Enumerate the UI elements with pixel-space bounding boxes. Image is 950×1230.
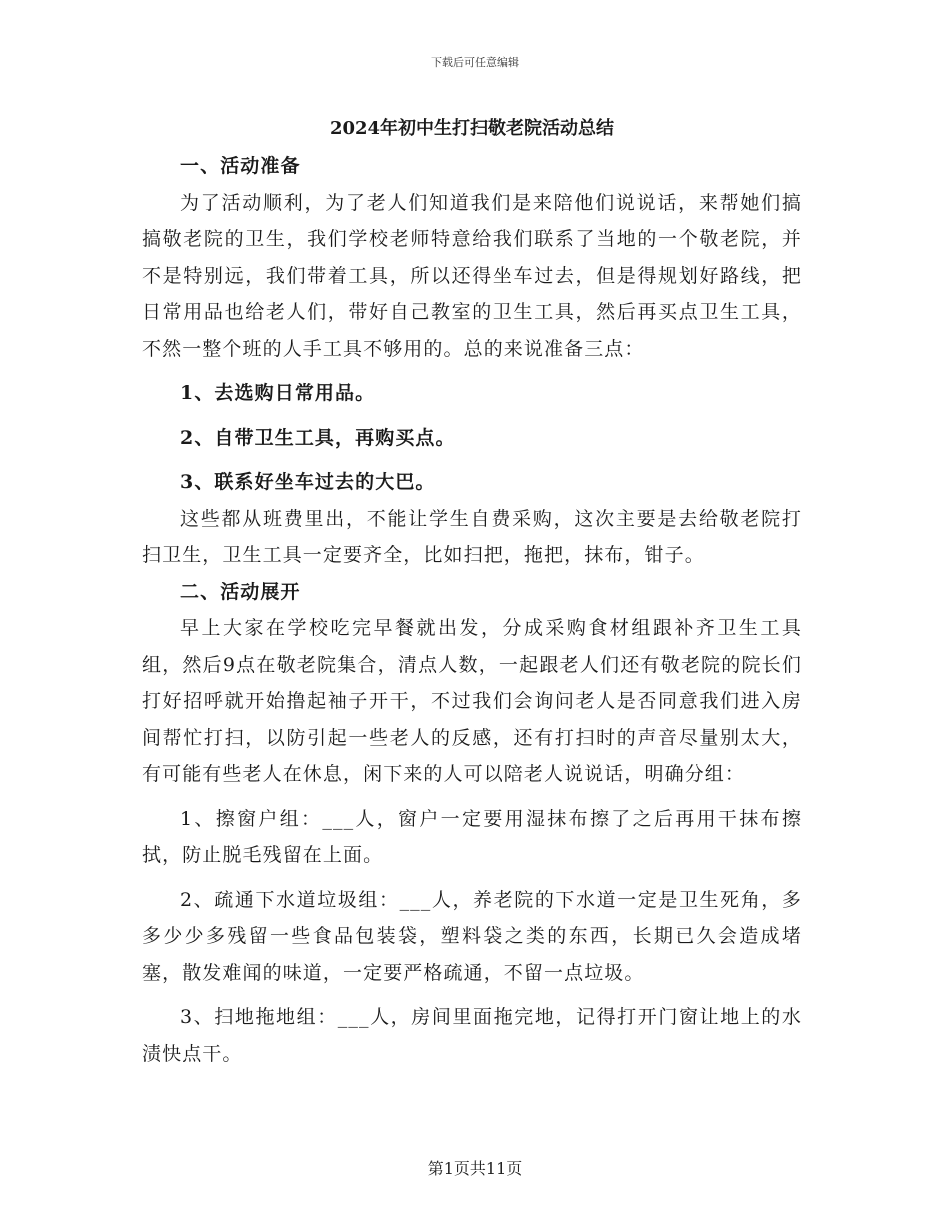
paragraph-preparation: 为了活动顺利，为了老人们知道我们是来陪他们说说话，来帮她们搞搞敬老院的卫生，我们学校老师特意给我们联系了当地的一个敬老院，并不是特别远，我们带着工具，所以还得坐车过去，但是得规划好路线，把日常用品也给老人们，带好自己教室的卫生工具，然后再买点卫生工具，不然一整个班的人手工具不够用的。总的来说准备三点： <box>142 191 802 360</box>
paragraph-activity: 早上大家在学校吃完早餐就出发，分成采购食材组跟补齐卫生工具组，然后9点在敬老院集合，清点人数，一起跟老人们还有敬老院的院长们打好招呼就开始撸起袖子开干，不过我们会询问老人是否同意我们进入房间帮忙打扫，以防引起一些老人的反感，还有打扫时的声音尽量别太大，有可能有些老人在休息，闲下来的人可以陪老人说说话，明确分组： <box>142 617 802 785</box>
group-item-drains: 2、疏通下水道垃圾组：___人，养老院的下水道一定是卫生死角，多多少少多残留一些食品包装袋，塑料袋之类的东西，长期已久会造成堵塞，散发难闻的味道，一定要严格疏通，不留一点垃圾。 <box>142 888 802 984</box>
document-title: 2024年初中生打扫敬老院活动总结 <box>329 118 615 139</box>
list-item: 2、自带卫生工具，再购买点。 <box>180 426 456 449</box>
section-heading-preparation: 一、活动准备 <box>180 155 301 177</box>
group-item-windows: 1、擦窗户组：___人，窗户一定要用湿抹布擦了之后再用干抹布擦拭，防止脱毛残留在上面。 <box>142 807 802 866</box>
group-item-floors: 3、扫地拖地组：___人，房间里面拖完地，记得打开门窗让地上的水渍快点干。 <box>142 1006 802 1065</box>
page-footer: 第1页共11页 <box>427 1159 523 1178</box>
document-body <box>142 114 802 1072</box>
list-item: 1、去选购日常用品。 <box>180 382 376 404</box>
section-heading-activity: 二、活动展开 <box>180 580 301 603</box>
paragraph-funding: 这些都从班费里出，不能让学生自费采购，这次主要是去给敬老院打扫卫生，卫生工具一定要齐全，比如扫把，拖把，抹布，钳子。 <box>142 507 802 566</box>
list-item: 3、联系好坐车过去的大巴。 <box>180 471 436 493</box>
header-note: 下载后可任意编辑 <box>431 56 519 69</box>
